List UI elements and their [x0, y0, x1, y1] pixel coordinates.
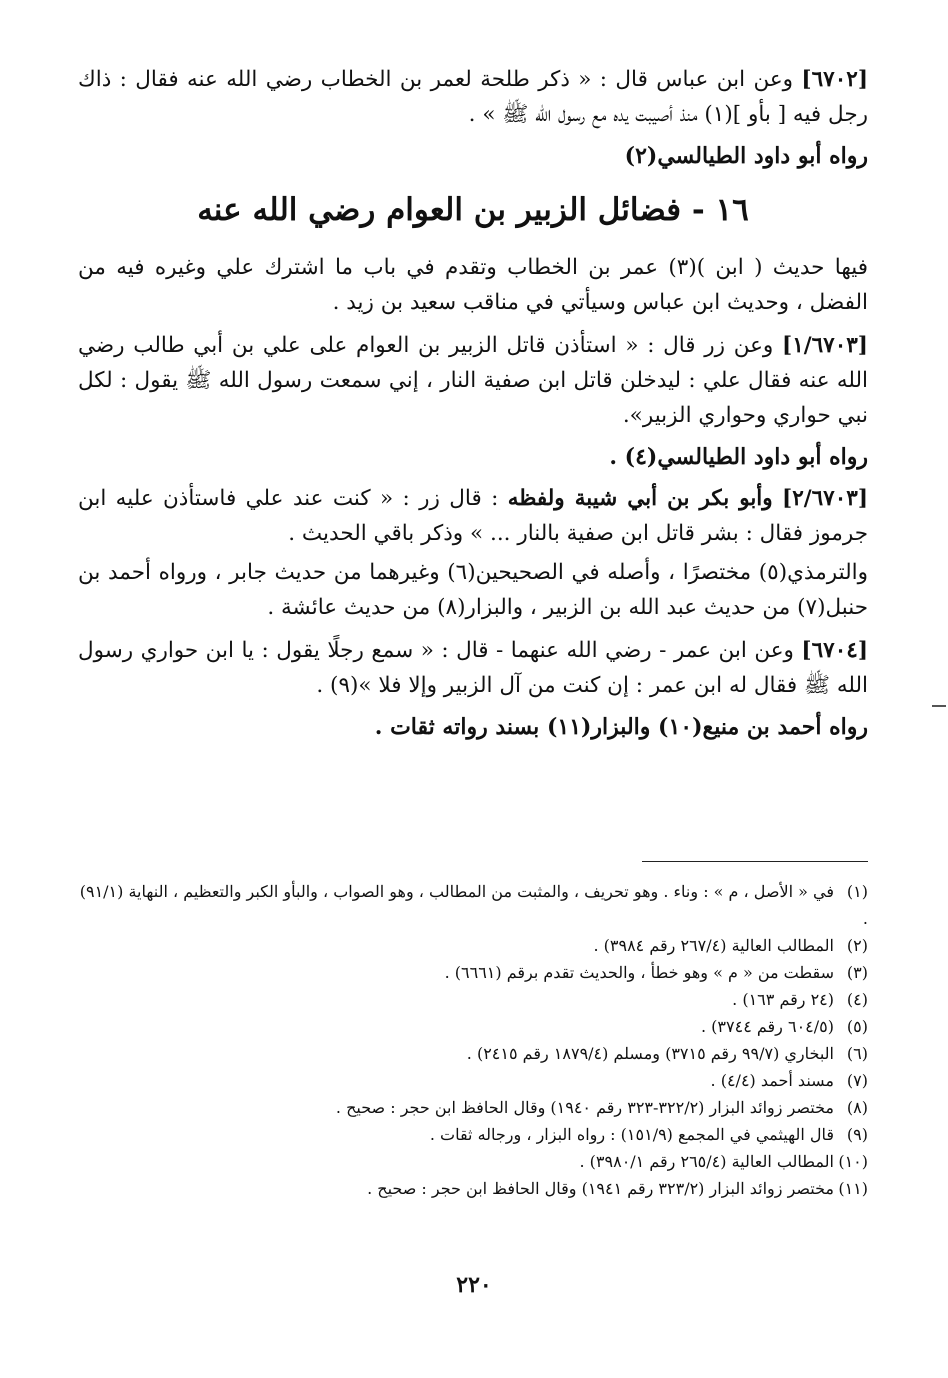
footnote: (٤)(٢٤ رقم ١٦٣) .	[732, 990, 868, 1009]
main-text	[78, 62, 868, 751]
riwaya-line: رواه أحمد بن منيع(١٠) والبزار(١١) بسند رواته ثقات .	[374, 714, 868, 740]
footnote: (٨)مختصر زوائد البزار (٣٢٢/٢-٣٢٣ رقم ١٩٤٠) وقال الحافظ ابن حجر : صحيح .	[335, 1098, 868, 1117]
footnote: (٣)سقطت من « م » وهو خطأ ، والحديث تقدم برقم (٦٦٦١) .	[444, 963, 868, 982]
footnotes	[78, 878, 868, 1202]
riwaya-line: رواه أبو داود الطيالسي(٤) .	[609, 444, 868, 470]
hadith-text: وعن ابن عمر - رضي الله عنهما - قال : « سمع رجلًا يقول : يا ابن حواري رسول الله ﷺ فقال له ابن عمر : إن كنت من آل الزبير وإلا فلا »(٩) .	[78, 638, 868, 698]
margin-mark	[932, 705, 946, 707]
riwaya-line: رواه أبو داود الطيالسي(٢)	[624, 143, 868, 169]
footnote: (٢)المطالب العالية (٢٦٧/٤ رقم ٣٩٨٤) .	[593, 936, 868, 955]
hadith-text: وعن زر قال : « استأذن قاتل الزبير بن العوام على علي بن أبي طالب رضي الله عنه فقال علي : ليدخلن قاتل ابن صفية النار ، إني سمعت رسول الله ﷺ يقول : لكل نبي حواري وحواري الزبير».	[78, 333, 868, 428]
hadith-6702	[78, 62, 868, 132]
hadith-number: [٦٧٠٤]	[801, 638, 868, 663]
hadith-text: وعن ابن عباس قال : « ذكر طلحة لعمر بن الخطاب رضي الله عنه فقال : ذاك رجل فيه [ بأو ](١) منذ أصيبت يده مع رسول الله ﷺ » .	[78, 67, 868, 127]
footnote: (٩)قال الهيثمي في المجمع (١٥١/٩) : رواه البزار ، ورجاله ثقات .	[429, 1125, 868, 1144]
hadith-number: [١/٦٧٠٣]	[782, 333, 868, 358]
hadith-6704	[78, 633, 868, 703]
footnote: (١)في « الأصل ، م » : وناء . وهو تحريف ، والمثبت من المطالب ، وهو الصواب ، والبأو الكبر والتعظيم ، النهاية (٩١/١) .	[79, 882, 868, 928]
footnote: (١١)مختصر زوائد البزار (٣٢٣/٢ رقم ١٩٤١) وقال الحافظ ابن حجر : صحيح .	[367, 1179, 868, 1198]
footnote: (١٠)المطالب العالية (٢٦٥/٤ رقم ٣٩٨٠/١) .	[579, 1152, 868, 1171]
section-intro: فيها حديث ( ابن )(٣) عمر بن الخطاب وتقدم في باب ما اشترك علي وغيره فيه من الفضل ، وحديث ابن عباس وسيأتي في مناقب سعيد بن زيد .	[78, 255, 868, 315]
footnote: (٧)مسند أحمد (٤/٤) .	[710, 1071, 868, 1090]
footnote-separator	[642, 861, 868, 862]
hadith-6703-1	[78, 328, 868, 433]
footnote: (٦)البخاري (٩٩/٧ رقم ٣٧١٥) ومسلم (١٨٧٩/٤ رقم ٢٤١٥) .	[466, 1044, 868, 1063]
hadith-number: [٢/٦٧٠٣]	[782, 486, 869, 511]
section-heading: ١٦ - فضائل الزبير بن العوام رضي الله عنه	[197, 192, 749, 228]
hadith-text: : قال زر : « كنت عند علي فاستأذن عليه ابن جرموز فقال : بشر قاتل ابن صفية بالنار ... » وذكر باقي الحديث .	[78, 486, 868, 546]
footnote: (٥)(٦٠٤/٥ رقم ٣٧٤٤) .	[700, 1017, 868, 1036]
page-number: ٢٢٠	[456, 1272, 492, 1298]
hadith-lead: وأبو بكر بن أبي شيبة ولفظه	[507, 486, 773, 511]
takhrij: والترمذي(٥) مختصرًا ، وأصله في الصحيحين(٦) وغيرهما من حديث جابر ، ورواه أحمد بن حنبل(٧) من حديث عبد الله بن الزبير ، والبزار(٨) من حديث عائشة .	[78, 560, 868, 620]
hadith-number: [٦٧٠٢]	[801, 67, 868, 92]
hadith-6703-2	[78, 481, 868, 551]
